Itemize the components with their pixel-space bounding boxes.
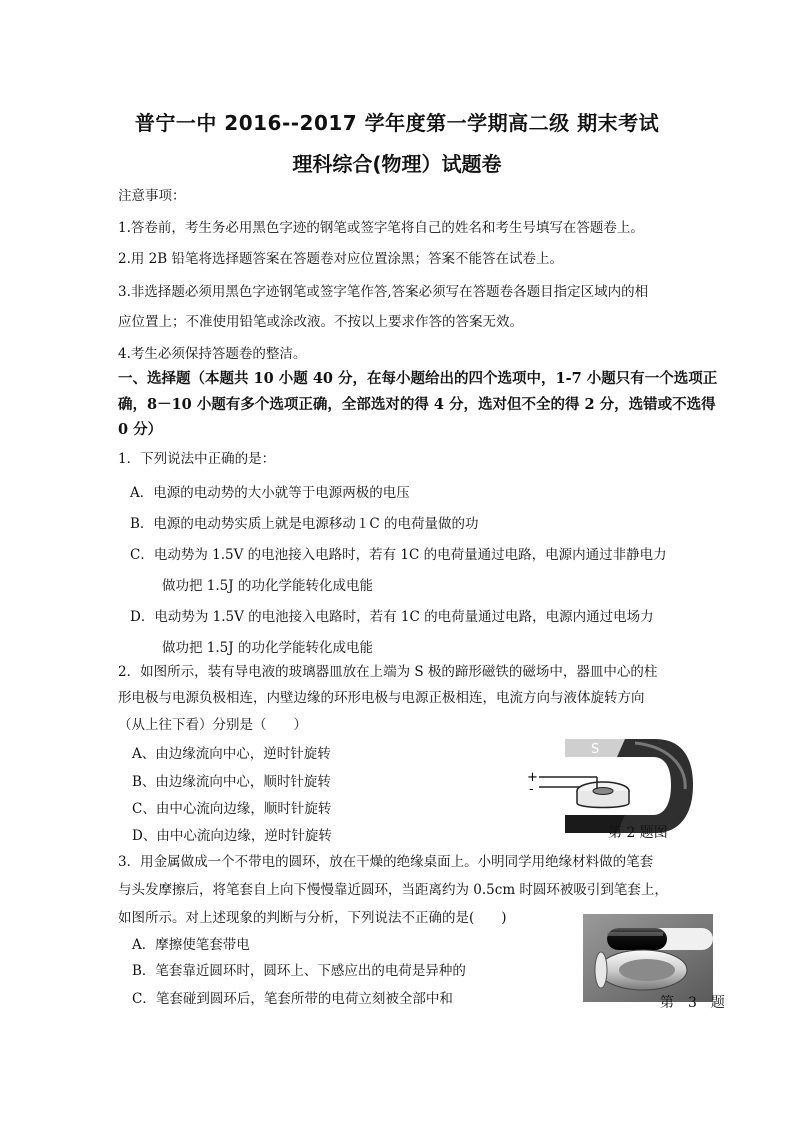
notice-heading: 注意事项：: [118, 188, 186, 204]
magnet-pole-label: S: [591, 742, 600, 757]
plus-terminal-label: +: [527, 770, 538, 785]
pen-ring-figure: [583, 914, 713, 1002]
exam-subtitle: 理科综合(物理）试题卷: [292, 152, 502, 176]
figure-3-caption: 第 3 题: [660, 995, 725, 1011]
question-2-stem: （从上往下看）分别是（ ）: [118, 717, 307, 733]
question-1-stem: 1．下列说法中正确的是：: [118, 451, 276, 467]
question-1-option-a: A．电源的电动势的大小就等于电源两极的电压: [130, 485, 410, 501]
notice-item: 2.用 2B 铅笔将选择题答案在答题卷对应位置涂黑；答案不能答在试卷上。: [118, 251, 563, 267]
question-3-stem: 3．用金属做成一个不带电的圆环，放在干燥的绝缘桌面上。小明同学用绝缘材料做的笔套: [118, 854, 654, 870]
section-heading: 一、选择题（本题共 10 小题 40 分，在每小题给出的四个选项中，1-7 小题只有一个选项正: [118, 370, 718, 387]
question-1-option-d-cont: 做功把 1.5J 的功化学能转化成电能: [162, 640, 373, 656]
exam-title: 普宁一中 2016--2017 学年度第一学期高二级 期末考试: [134, 111, 660, 135]
question-2-stem: 形电极与电源负极相连，内壁边缘的环形电极与电源正极相连，电流方向与液体旋转方向: [118, 690, 645, 706]
section-heading: 确，8－10 小题有多个选项正确，全部选对的得 4 分，选对但不全的得 2 分，选错或不选得: [118, 396, 716, 413]
section-heading: 0 分）: [118, 421, 163, 438]
question-2-option-c: C、由中心流向边缘，顺时针旋转: [132, 801, 332, 817]
question-3-stem: 如图所示。对上述现象的判断与分析，下列说法不正确的是( ): [118, 910, 507, 926]
question-3-option-a: A．摩擦使笔套带电: [132, 937, 250, 953]
notice-item: 4.考生必须保持答题卷的整洁。: [118, 346, 307, 362]
notice-item: 1.答卷前，考生务必用黑色字迹的钢笔或签字笔将自己的姓名和考生号填写在答题卷上。: [118, 220, 644, 236]
minus-terminal-label: -: [529, 782, 534, 797]
figure-2-caption: 第 2 题图: [608, 825, 668, 841]
question-3-stem: 与头发摩擦后，将笔套自上向下慢慢靠近圆环，当距离约为 0.5cm 时圆环被吸引到笔套上，: [118, 882, 668, 898]
question-1-option-c: C．电动势为 1.5V 的电池接入电路时，若有 1C 的电荷量通过电路，电源内通过非静电力: [130, 547, 667, 563]
notice-item: 3.非选择题必须用黑色字迹钢笔或签字笔作答,答案必须写在答题卷各题目指定区域内的相: [118, 284, 649, 300]
question-2-stem: 2．如图所示，装有导电液的玻璃器皿放在上端为 S 极的蹄形磁铁的磁场中，器皿中心的柱: [118, 664, 658, 680]
question-1-option-b: B．电源的电动势实质上就是电源移动１C 的电荷量做的功: [130, 516, 479, 532]
question-1-option-d: D．电动势为 1.5V 的电池接入电路时，若有 1C 的电荷量通过电路，电源内通过电场力: [130, 609, 654, 625]
question-2-option-d: D、由中心流向边缘，逆时针旋转: [132, 828, 332, 844]
question-2-option-a: A、由边缘流向中心，逆时针旋转: [132, 746, 331, 762]
notice-item: 应位置上；不准使用铅笔或涂改液。不按以上要求作答的答案无效。: [118, 314, 523, 330]
question-3-option-c: C．笔套碰到圆环后，笔套所带的电荷立刻被全部中和: [132, 991, 453, 1007]
question-2-option-b: B、由边缘流向中心，顺时针旋转: [132, 774, 331, 790]
question-1-option-c-cont: 做功把 1.5J 的功化学能转化成电能: [162, 578, 373, 594]
question-3-option-b: B．笔套靠近圆环时，圆环上、下感应出的电荷是异种的: [132, 963, 466, 979]
